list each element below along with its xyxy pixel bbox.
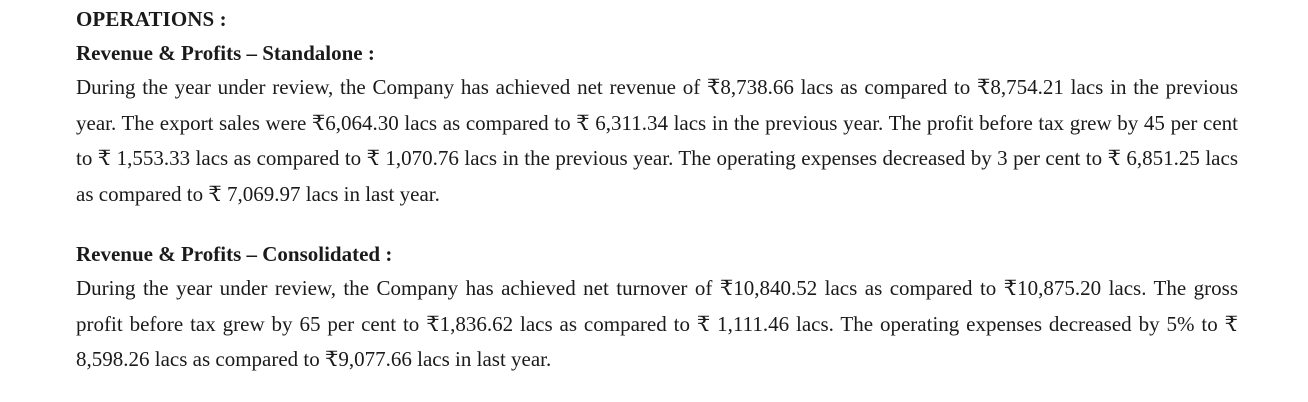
document-body <box>76 4 1238 378</box>
section-heading: OPERATIONS : <box>76 7 227 31</box>
consolidated-subheading: Revenue & Profits – Consolidated : <box>76 242 393 266</box>
standalone-paragraph: During the year under review, the Company has achieved net revenue of ₹8,738.66 lacs as compared to ₹8,754.21 lacs in the previous year. The export sales were ₹6,064.30 lacs as compared to ₹ 6,311.34 lacs in the previous year. The profit before tax grew by 45 per cent to ₹ 1,553.33 lacs as compared to ₹ 1,070.76 lacs in the previous year. The operating expenses decreased by 3 per cent to ₹ 6,851.25 lacs as compared to ₹ 7,069.97 lacs in last year. <box>76 75 1238 206</box>
standalone-subheading: Revenue & Profits – Standalone : <box>76 41 375 65</box>
consolidated-paragraph: During the year under review, the Company has achieved net turnover of ₹10,840.52 lacs as compared to ₹10,875.20 lacs. The gross profit before tax grew by 65 per cent to ₹1,836.62 lacs as compared to ₹ 1,111.46 lacs. The operating expenses decreased by 5% to ₹ 8,598.26 lacs as compared to ₹9,077.66 lacs in last year. <box>76 276 1238 371</box>
section-spacer <box>76 212 1238 239</box>
